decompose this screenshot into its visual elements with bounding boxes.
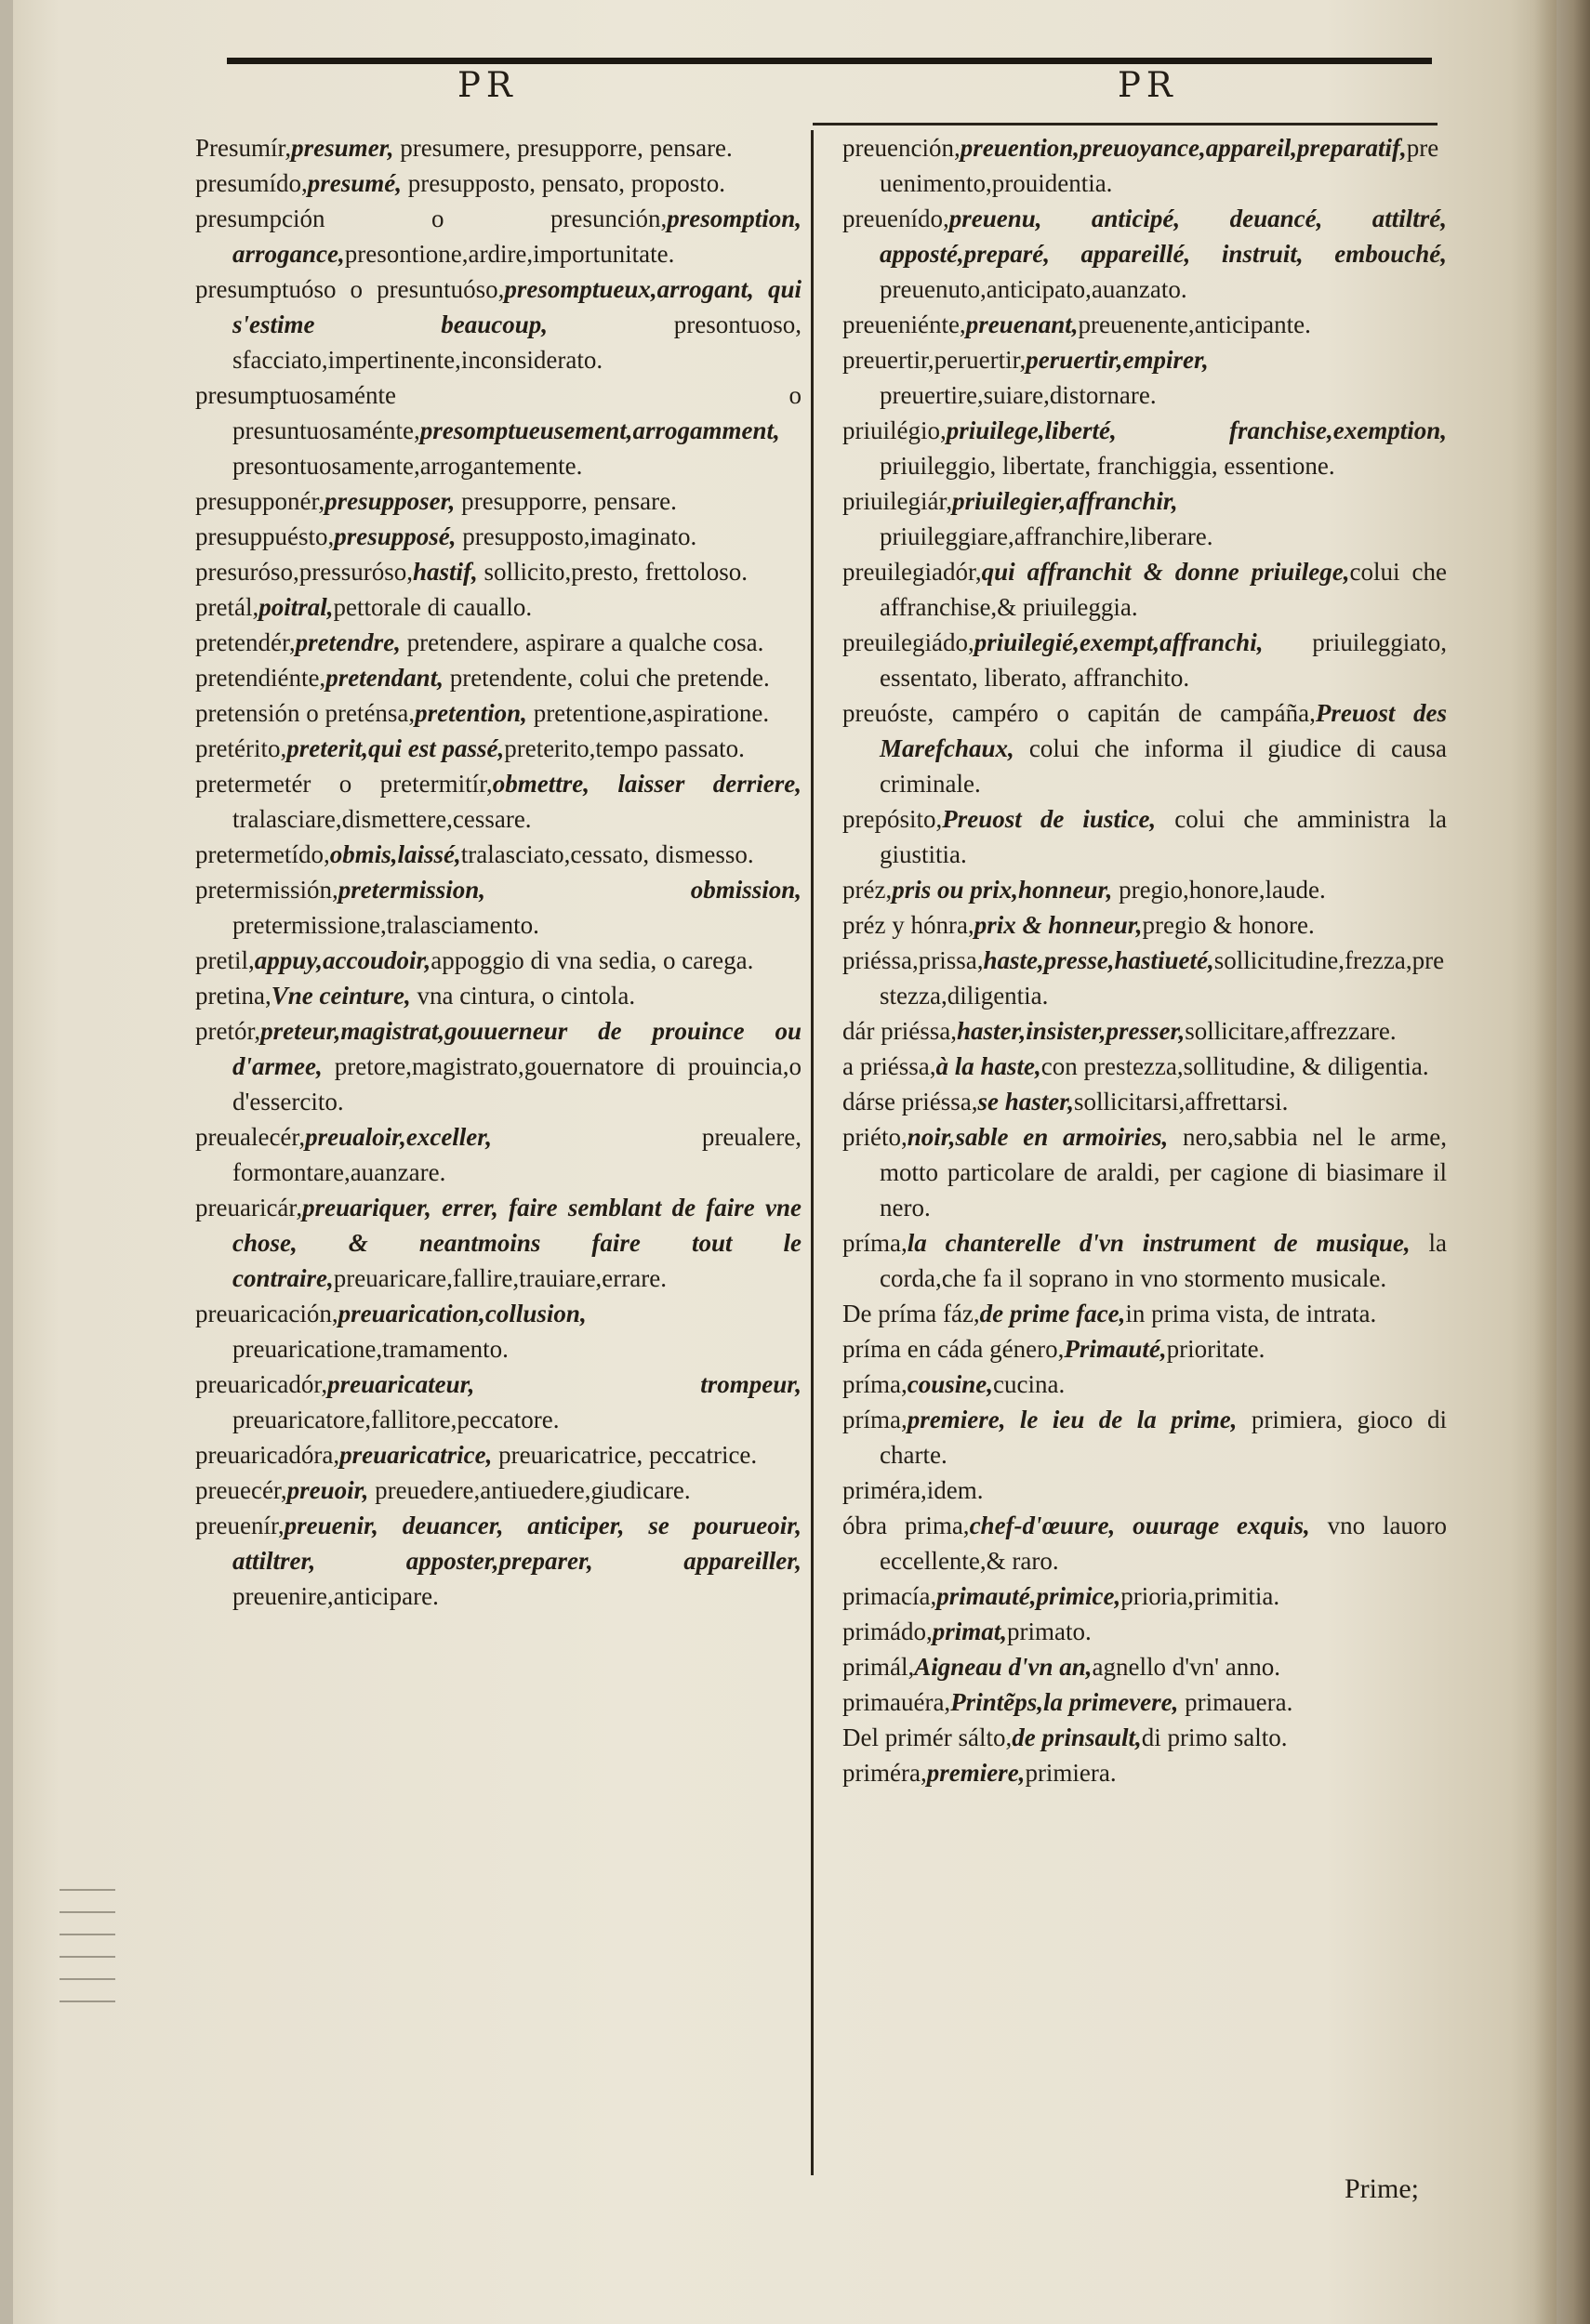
entry-french: Aigneau d'vn an, bbox=[914, 1653, 1093, 1681]
entry-french: pretermission, obmission, bbox=[338, 876, 802, 904]
entry-french: poitral, bbox=[258, 593, 334, 621]
entry-french: priuilege,liberté, franchise,exemption, bbox=[946, 416, 1447, 444]
entry-italian: con prestezza,sollitudine, & diligentia. bbox=[1040, 1052, 1429, 1080]
entry-french: pretendre, bbox=[295, 628, 401, 656]
dictionary-page bbox=[13, 0, 1557, 2324]
entry-headword: óbra prima, bbox=[842, 1512, 970, 1539]
entry-italian: pretendente, colui che pretende. bbox=[443, 664, 770, 692]
dictionary-entry bbox=[842, 1225, 1447, 1296]
entry-headword: preuaricadór, bbox=[195, 1370, 328, 1398]
entry-headword: priéssa,prissa, bbox=[842, 946, 984, 974]
entry-headword: preuaricadóra, bbox=[195, 1441, 340, 1469]
entry-headword: pretina, bbox=[195, 982, 272, 1010]
entry-italian: presupporre, pensare. bbox=[455, 487, 677, 515]
entry-headword: pretór, bbox=[195, 1017, 261, 1045]
entry-italian: pettorale di cauallo. bbox=[333, 593, 533, 621]
entry-headword: preuecér, bbox=[195, 1476, 287, 1504]
entry-headword: preuertir,peruertir, bbox=[842, 346, 1027, 374]
dictionary-entry bbox=[842, 1508, 1447, 1578]
dictionary-entry bbox=[842, 1755, 1447, 1790]
entry-french: peruertir,empirer, bbox=[1026, 346, 1209, 374]
entry-headword: dár priéssa, bbox=[842, 1017, 957, 1045]
entry-headword: pretensión o preténsa, bbox=[195, 699, 416, 727]
dictionary-entry bbox=[842, 943, 1447, 1013]
entry-headword: príma, bbox=[842, 1406, 908, 1433]
entry-headword: pretermetído, bbox=[195, 840, 330, 868]
entry-headword: presumpción o presunción, bbox=[195, 205, 668, 232]
dictionary-entry bbox=[842, 695, 1447, 801]
entry-french: la chanterelle d'vn instrument de musique, bbox=[907, 1229, 1411, 1257]
dictionary-entry bbox=[195, 837, 802, 872]
dictionary-entry bbox=[195, 731, 802, 766]
entry-french: obmis,laissé, bbox=[329, 840, 461, 868]
entry-french: obmettre, laisser derriere, bbox=[492, 770, 802, 798]
entry-italian: prioria,primitia. bbox=[1120, 1582, 1280, 1610]
entry-italian: pretermissione,tralasciamento. bbox=[232, 911, 539, 939]
entry-italian: pretore,magistrato,gouernatore di prouincia,o d'essercito. bbox=[232, 1052, 802, 1116]
entry-italian: sollicitare,affrezzare. bbox=[1185, 1017, 1397, 1045]
entry-french: prix & honneur, bbox=[974, 911, 1143, 939]
entry-italian: preuenire,anticipare. bbox=[232, 1582, 439, 1610]
entry-french: se haster, bbox=[977, 1088, 1074, 1116]
entry-italian: primato. bbox=[1007, 1618, 1092, 1645]
entry-french: haster,insister,presser, bbox=[956, 1017, 1186, 1045]
dictionary-entry bbox=[842, 872, 1447, 907]
entry-headword: priuilégio, bbox=[842, 416, 947, 444]
dictionary-entry bbox=[195, 271, 802, 377]
dictionary-entry bbox=[195, 554, 802, 589]
entry-italian: vna cintura, o cintola. bbox=[410, 982, 636, 1010]
entry-italian: nero,sabbia nel le arme, motto particolare de araldi, per cagione di biasimare il nero. bbox=[880, 1123, 1447, 1221]
entry-french: preualoir,exceller, bbox=[305, 1123, 493, 1151]
entry-french: presupposer, bbox=[325, 487, 456, 515]
entry-headword: preuenír, bbox=[195, 1512, 285, 1539]
dictionary-entry bbox=[842, 1720, 1447, 1755]
running-head-right: PR bbox=[1118, 65, 1178, 105]
dictionary-entry bbox=[195, 978, 802, 1013]
entry-french: premiere, le ieu de la prime, bbox=[907, 1406, 1238, 1433]
entry-italian: presontuoso, sfacciato,impertinente,inconsiderato. bbox=[232, 310, 802, 374]
dictionary-entry bbox=[842, 1367, 1447, 1402]
dictionary-entry bbox=[842, 625, 1447, 695]
entry-italian: pregio & honore. bbox=[1142, 911, 1315, 939]
right-column bbox=[842, 130, 1447, 1790]
entry-italian: sollicito,presto, frettoloso. bbox=[477, 558, 748, 586]
entry-italian: pregio,honore,laude. bbox=[1112, 876, 1326, 904]
entry-french: priuilegier,affranchir, bbox=[952, 487, 1178, 515]
entry-italian: primauera. bbox=[1178, 1688, 1293, 1716]
entry-italian: preuertire,suiare,distornare. bbox=[880, 381, 1157, 409]
dictionary-entry bbox=[842, 1119, 1447, 1225]
entry-french: presomptueusement,arrogamment, bbox=[419, 416, 780, 444]
left-column bbox=[195, 130, 802, 1614]
entry-french: preuoir, bbox=[286, 1476, 369, 1504]
entry-headword: pretérito, bbox=[195, 734, 287, 762]
entry-italian: cucina. bbox=[993, 1370, 1066, 1398]
entry-french: Primauté, bbox=[1064, 1335, 1167, 1363]
dictionary-entry bbox=[842, 1472, 1447, 1508]
dictionary-entry bbox=[842, 1296, 1447, 1331]
dictionary-entry bbox=[195, 1190, 802, 1296]
entry-french: à la haste, bbox=[935, 1052, 1041, 1080]
entry-headword: presuppuésto, bbox=[195, 522, 335, 550]
dictionary-entry bbox=[195, 872, 802, 943]
entry-french: preuarication,collusion, bbox=[338, 1300, 587, 1327]
dictionary-entry bbox=[842, 1084, 1447, 1119]
entry-headword: preualecér, bbox=[195, 1123, 306, 1151]
entry-headword: primacía, bbox=[842, 1582, 937, 1610]
dictionary-entry bbox=[195, 483, 802, 519]
entry-french: preuenant, bbox=[965, 310, 1079, 338]
dictionary-entry bbox=[195, 1472, 802, 1508]
entry-italian: presumere, presupporre, pensare. bbox=[393, 134, 733, 162]
dictionary-entry bbox=[195, 1437, 802, 1472]
dictionary-entry bbox=[842, 483, 1447, 554]
entry-french: chef-d'œuure, ouurage exquis, bbox=[969, 1512, 1310, 1539]
entry-italian: preuaricare,fallire,trauiare,errare. bbox=[333, 1264, 667, 1292]
entry-italian: colui che affranchise,& priuileggia. bbox=[880, 558, 1447, 621]
entry-italian: in prima vista, de intrata. bbox=[1125, 1300, 1377, 1327]
entry-french: primauté,primice, bbox=[936, 1582, 1121, 1610]
entry-french: de prime face, bbox=[979, 1300, 1126, 1327]
dictionary-entry bbox=[842, 907, 1447, 943]
entry-italian: presontione,ardire,importunitate. bbox=[344, 240, 675, 268]
entry-french: preterit,qui est passé, bbox=[286, 734, 505, 762]
entry-french: presumer, bbox=[291, 134, 394, 162]
entry-headword: priméra,idem. bbox=[842, 1476, 984, 1504]
dictionary-entry bbox=[195, 519, 802, 554]
dictionary-entry bbox=[195, 766, 802, 837]
entry-italian: pretentione,aspiratione. bbox=[526, 699, 770, 727]
entry-italian: agnello d'vn' anno. bbox=[1092, 1653, 1280, 1681]
dictionary-entry bbox=[842, 413, 1447, 483]
entry-french: pretendant, bbox=[325, 664, 444, 692]
entry-italian: preterito,tempo passato. bbox=[504, 734, 745, 762]
entry-french: qui affranchit & donne priuilege, bbox=[981, 558, 1350, 586]
entry-french: presomptueux,arrogant, qui s'estime beaucoup, bbox=[232, 275, 802, 338]
entry-headword: priéto, bbox=[842, 1123, 908, 1151]
entry-headword: preuóste, campéro o capitán de campáña, bbox=[842, 699, 1316, 727]
entry-french: Preuost de iustice, bbox=[942, 805, 1157, 833]
entry-italian: priuileggio, libertate, franchiggia, essentione. bbox=[880, 452, 1335, 480]
dictionary-entry bbox=[195, 130, 802, 165]
dictionary-entry bbox=[195, 589, 802, 625]
entry-headword: pretil, bbox=[195, 946, 255, 974]
entry-italian: priuileggiato, essentato, liberato, affranchito. bbox=[880, 628, 1447, 692]
entry-headword: príma, bbox=[842, 1229, 908, 1257]
entry-italian: primiera, gioco di charte. bbox=[880, 1406, 1447, 1469]
binding-shadow bbox=[1534, 0, 1590, 2324]
entry-headword: priméra, bbox=[842, 1759, 927, 1787]
dictionary-entry bbox=[195, 1013, 802, 1119]
entry-headword: primál, bbox=[842, 1653, 915, 1681]
entry-french: premiere, bbox=[926, 1759, 1026, 1787]
entry-italian: preuaricatore,fallitore,peccatore. bbox=[232, 1406, 560, 1433]
entry-headword: príma, bbox=[842, 1370, 908, 1398]
dictionary-entry bbox=[842, 1578, 1447, 1614]
entry-headword: presumptuosaménte o presuntuosaménte, bbox=[195, 381, 802, 444]
entry-italian: sollicitudine,frezza,prestezza,diligentia. bbox=[880, 946, 1445, 1010]
entry-italian: pretendere, aspirare a qualche cosa. bbox=[400, 628, 764, 656]
entry-headword: presumptuóso o presuntuóso, bbox=[195, 275, 505, 303]
entry-french: hastif, bbox=[412, 558, 478, 586]
entry-french: pris ou prix,honneur, bbox=[892, 876, 1113, 904]
entry-french: preteur,magistrat,gouuerneur de prouince ou d'armee, bbox=[232, 1017, 802, 1080]
entry-french: Vne ceinture, bbox=[271, 982, 411, 1010]
entry-headword: pretál, bbox=[195, 593, 259, 621]
entry-italian: preuenuto,anticipato,auanzato. bbox=[880, 275, 1187, 303]
dictionary-entry bbox=[842, 554, 1447, 625]
entry-french: preuenir, deuancer, anticiper, se pourueoir, attiltrer, apposter,preparer, appareiller, bbox=[232, 1512, 802, 1575]
entry-italian: tralasciato,cessato, dismesso. bbox=[460, 840, 754, 868]
dictionary-entry bbox=[195, 201, 802, 271]
entry-headword: presuróso,pressuróso, bbox=[195, 558, 413, 586]
entry-french: noir,sable en armoiries, bbox=[907, 1123, 1169, 1151]
entry-french: appuy,accoudoir, bbox=[254, 946, 431, 974]
entry-french: presomption, arrogance, bbox=[232, 205, 802, 268]
entry-headword: presumído, bbox=[195, 169, 308, 197]
entry-italian: tralasciare,dismettere,cessare. bbox=[232, 805, 532, 833]
entry-italian: presupposto, pensato, proposto. bbox=[402, 169, 725, 197]
entry-italian: colui che amministra la giustitia. bbox=[880, 805, 1447, 868]
entry-headword: pretermissión, bbox=[195, 876, 338, 904]
entry-french: presupposé, bbox=[334, 522, 457, 550]
entry-italian: di primo salto. bbox=[1141, 1723, 1288, 1751]
header-underline bbox=[813, 123, 1438, 125]
dictionary-entry bbox=[842, 1331, 1447, 1367]
margin-annotations bbox=[32, 1868, 171, 2054]
entry-headword: Presumír, bbox=[195, 134, 292, 162]
entry-headword: preuaricár, bbox=[195, 1194, 303, 1221]
dictionary-entry bbox=[195, 1367, 802, 1437]
entry-headword: primádo, bbox=[842, 1618, 933, 1645]
entry-headword: preuención, bbox=[842, 134, 961, 162]
dictionary-entry bbox=[195, 1508, 802, 1614]
entry-headword: Del primér sálto, bbox=[842, 1723, 1013, 1751]
entry-italian: preuenente,anticipante. bbox=[1078, 310, 1311, 338]
entry-french: preuaricatrice, bbox=[339, 1441, 493, 1469]
entry-headword: preuaricación, bbox=[195, 1300, 338, 1327]
entry-italian: la corda,che fa il soprano in vno stormento musicale. bbox=[880, 1229, 1447, 1292]
dictionary-entry bbox=[195, 1119, 802, 1190]
entry-italian: presontuosamente,arrogantemente. bbox=[232, 452, 583, 480]
entry-french: Printẽps,la primevere, bbox=[950, 1688, 1179, 1716]
entry-french: priuilegié,exempt,affranchi, bbox=[974, 628, 1264, 656]
dictionary-entry bbox=[842, 1013, 1447, 1049]
entry-headword: dárse priéssa, bbox=[842, 1088, 978, 1116]
entry-headword: preuilegiádo, bbox=[842, 628, 974, 656]
entry-italian: preuaricatrice, peccatrice. bbox=[492, 1441, 758, 1469]
entry-italian: preuaricatione,tramamento. bbox=[232, 1335, 509, 1363]
entry-french: Preuost des Marefchaux, bbox=[880, 699, 1447, 762]
entry-french: preuaricateur, trompeur, bbox=[327, 1370, 802, 1398]
entry-french: de prinsault, bbox=[1012, 1723, 1142, 1751]
column-divider bbox=[811, 130, 814, 2175]
entry-french: pretention, bbox=[415, 699, 527, 727]
entry-italian: colui che informa il giudice di causa criminale. bbox=[880, 734, 1447, 798]
dictionary-entry bbox=[195, 660, 802, 695]
entry-headword: pretendér, bbox=[195, 628, 296, 656]
entry-headword: príma en cáda género, bbox=[842, 1335, 1065, 1363]
entry-headword: préz, bbox=[842, 876, 893, 904]
entry-headword: presupponér, bbox=[195, 487, 325, 515]
dictionary-entry bbox=[842, 1649, 1447, 1684]
entry-french: cousine, bbox=[907, 1370, 993, 1398]
dictionary-entry bbox=[842, 1049, 1447, 1084]
entry-headword: priuilegiár, bbox=[842, 487, 953, 515]
entry-headword: préz y hónra, bbox=[842, 911, 974, 939]
entry-french: preuention,preuoyance,appareil,preparatif, bbox=[960, 134, 1407, 162]
entry-italian: presupposto,imaginato. bbox=[456, 522, 697, 550]
entry-italian: preuenimento,prouidentia. bbox=[880, 134, 1439, 197]
dictionary-entry bbox=[842, 801, 1447, 872]
running-head-left: PR bbox=[457, 65, 518, 105]
dictionary-entry bbox=[195, 625, 802, 660]
dictionary-entry bbox=[195, 377, 802, 483]
entry-french: preuariquer, errer, faire semblant de faire vne chose, & neantmoins faire tout le contraire, bbox=[232, 1194, 802, 1292]
dictionary-entry bbox=[842, 1402, 1447, 1472]
entry-headword: pretermetér o pretermitír, bbox=[195, 770, 493, 798]
top-rule bbox=[227, 58, 1432, 64]
entry-italian: preualere, formontare,auanzare. bbox=[232, 1123, 802, 1186]
entry-headword: a priéssa, bbox=[842, 1052, 936, 1080]
dictionary-entry bbox=[842, 201, 1447, 307]
catchword: Prime; bbox=[1345, 2173, 1419, 2204]
entry-headword: pretendiénte, bbox=[195, 664, 326, 692]
entry-headword: preuenído, bbox=[842, 205, 949, 232]
dictionary-entry bbox=[842, 1614, 1447, 1649]
dictionary-entry bbox=[195, 1296, 802, 1367]
entry-headword: De príma fáz, bbox=[842, 1300, 980, 1327]
entry-italian: prioritate. bbox=[1166, 1335, 1265, 1363]
entry-italian: sollicitarsi,affrettarsi. bbox=[1073, 1088, 1289, 1116]
dictionary-entry bbox=[842, 307, 1447, 342]
entry-french: primat, bbox=[932, 1618, 1007, 1645]
dictionary-entry bbox=[842, 130, 1447, 201]
entry-italian: vno lauoro eccellente,& raro. bbox=[880, 1512, 1448, 1575]
entry-headword: preueniénte, bbox=[842, 310, 966, 338]
entry-headword: primauéra, bbox=[842, 1688, 951, 1716]
dictionary-entry bbox=[195, 695, 802, 731]
entry-french: preuenu, anticipé, deuancé, attiltré, apposté,preparé, appareillé, instruit, embouché, bbox=[880, 205, 1447, 268]
entry-italian: preuedere,antiuedere,giudicare. bbox=[368, 1476, 691, 1504]
entry-headword: prepósito, bbox=[842, 805, 943, 833]
entry-italian: priuileggiare,affranchire,liberare. bbox=[880, 522, 1213, 550]
dictionary-entry bbox=[842, 1684, 1447, 1720]
entry-french: presumé, bbox=[307, 169, 402, 197]
dictionary-entry bbox=[195, 943, 802, 978]
dictionary-entry bbox=[842, 342, 1447, 413]
dictionary-entry bbox=[195, 165, 802, 201]
entry-italian: appoggio di vna sedia, o carega. bbox=[431, 946, 754, 974]
entry-french: haste,presse,hastiueté, bbox=[983, 946, 1214, 974]
entry-italian: primiera. bbox=[1025, 1759, 1117, 1787]
entry-headword: preuilegiadór, bbox=[842, 558, 982, 586]
